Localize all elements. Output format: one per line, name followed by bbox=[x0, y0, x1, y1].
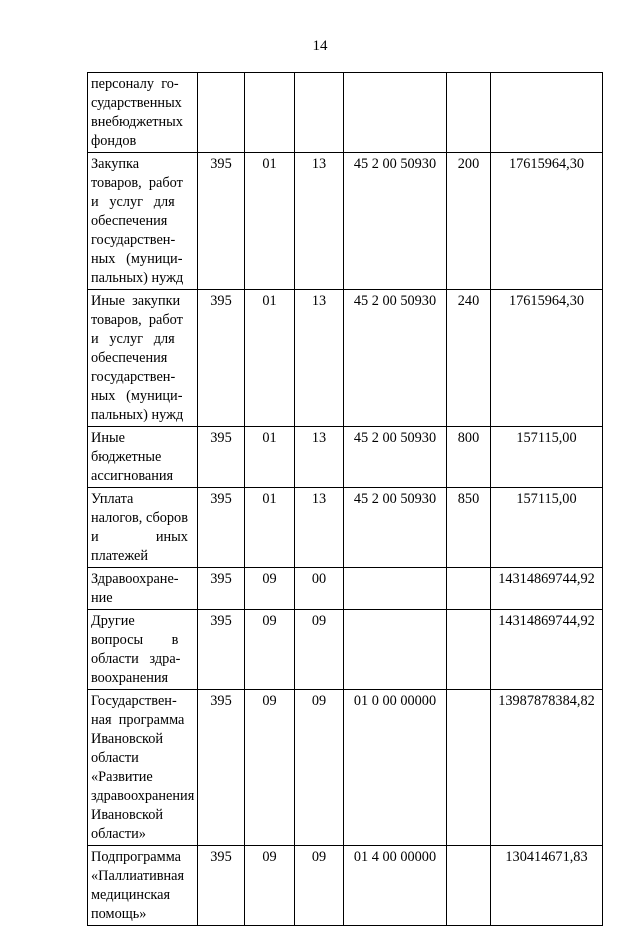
target-article-cell: 45 2 00 50930 bbox=[344, 290, 447, 427]
table-row bbox=[88, 290, 603, 427]
item-name-line: Здравоохране- bbox=[91, 571, 179, 587]
item-name-line: обеспечения bbox=[91, 213, 168, 229]
item-name-line: платежей bbox=[91, 548, 149, 564]
subsection-code-cell: 13 bbox=[295, 427, 344, 488]
item-name-line: сударственных bbox=[91, 95, 182, 111]
expense-type-cell bbox=[447, 610, 491, 690]
item-name-cell bbox=[88, 73, 198, 153]
section-code-cell: 01 bbox=[245, 488, 295, 568]
item-name-line: товаров, работ bbox=[91, 312, 183, 328]
amount-cell: 14314869744,92 bbox=[491, 568, 603, 610]
item-name-line: вопросы в bbox=[91, 632, 179, 648]
subsection-code-cell: 13 bbox=[295, 488, 344, 568]
section-code-cell: 09 bbox=[245, 568, 295, 610]
item-name-line: помощь» bbox=[91, 906, 147, 922]
item-name-line: фондов bbox=[91, 133, 137, 149]
item-name-cell bbox=[88, 290, 198, 427]
amount-cell: 157115,00 bbox=[491, 427, 603, 488]
item-name-line: области» bbox=[91, 826, 146, 842]
target-article-cell: 01 0 00 00000 bbox=[344, 690, 447, 846]
target-article-cell: 45 2 00 50930 bbox=[344, 427, 447, 488]
item-name-line: ных (муници- bbox=[91, 388, 183, 404]
expense-type-cell: 800 bbox=[447, 427, 491, 488]
table-row bbox=[88, 690, 603, 846]
target-article-cell bbox=[344, 610, 447, 690]
ministry-code-cell: 395 bbox=[198, 568, 245, 610]
section-code-cell: 09 bbox=[245, 690, 295, 846]
ministry-code-cell: 395 bbox=[198, 690, 245, 846]
item-name-line: пальных) нужд bbox=[91, 270, 184, 286]
item-name-line: ассигнования bbox=[91, 468, 174, 484]
item-name-line: «Паллиативная bbox=[91, 868, 185, 884]
amount-cell: 13987878384,82 bbox=[491, 690, 603, 846]
expense-type-cell bbox=[447, 846, 491, 926]
item-name-line: «Развитие bbox=[91, 769, 153, 785]
table-row bbox=[88, 846, 603, 926]
item-name-cell bbox=[88, 153, 198, 290]
ministry-code-cell: 395 bbox=[198, 610, 245, 690]
expense-type-cell: 850 bbox=[447, 488, 491, 568]
item-name-line: государствен- bbox=[91, 232, 176, 248]
item-name-line: персоналу го- bbox=[91, 76, 179, 92]
target-article-cell bbox=[344, 568, 447, 610]
item-name-line: внебюджетных bbox=[91, 114, 183, 130]
item-name-line: налогов, сборов bbox=[91, 510, 188, 526]
ministry-code-cell: 395 bbox=[198, 427, 245, 488]
item-name-line: и услуг для bbox=[91, 194, 175, 210]
subsection-code-cell: 13 bbox=[295, 153, 344, 290]
target-article-cell: 01 4 00 00000 bbox=[344, 846, 447, 926]
item-name-line: Подпрограмма bbox=[91, 849, 181, 865]
item-name-line: пальных) нужд bbox=[91, 407, 184, 423]
table-row bbox=[88, 73, 603, 153]
section-code-cell: 01 bbox=[245, 153, 295, 290]
item-name-line: и иных bbox=[91, 529, 188, 545]
item-name-line: Ивановской bbox=[91, 807, 164, 823]
item-name-cell bbox=[88, 488, 198, 568]
item-name-cell bbox=[88, 427, 198, 488]
item-name-line: и услуг для bbox=[91, 331, 175, 347]
item-name-line: области здра- bbox=[91, 651, 181, 667]
ministry-code-cell: 395 bbox=[198, 290, 245, 427]
expense-type-cell bbox=[447, 690, 491, 846]
item-name-line: ных (муници- bbox=[91, 251, 183, 267]
item-name-cell bbox=[88, 568, 198, 610]
item-name-line: медицинская bbox=[91, 887, 171, 903]
amount-cell: 17615964,30 bbox=[491, 290, 603, 427]
table-body bbox=[88, 73, 603, 926]
table-row bbox=[88, 488, 603, 568]
item-name-line: Иные закупки bbox=[91, 293, 181, 309]
target-article-cell: 45 2 00 50930 bbox=[344, 488, 447, 568]
item-name-line: Ивановской bbox=[91, 731, 164, 747]
table-row bbox=[88, 427, 603, 488]
item-name-line: обеспечения bbox=[91, 350, 168, 366]
amount-cell bbox=[491, 73, 603, 153]
subsection-code-cell bbox=[295, 73, 344, 153]
table-row bbox=[88, 610, 603, 690]
item-name-cell bbox=[88, 690, 198, 846]
item-name-line: Иные bbox=[91, 430, 125, 446]
item-name-line: Закупка bbox=[91, 156, 140, 172]
ministry-code-cell bbox=[198, 73, 245, 153]
item-name-cell bbox=[88, 846, 198, 926]
amount-cell: 14314869744,92 bbox=[491, 610, 603, 690]
subsection-code-cell: 09 bbox=[295, 690, 344, 846]
amount-cell: 17615964,30 bbox=[491, 153, 603, 290]
expense-type-cell bbox=[447, 568, 491, 610]
page-number: 14 bbox=[312, 38, 328, 54]
subsection-code-cell: 00 bbox=[295, 568, 344, 610]
item-name-line: ная программа bbox=[91, 712, 185, 728]
expense-type-cell: 200 bbox=[447, 153, 491, 290]
table-row bbox=[88, 568, 603, 610]
subsection-code-cell: 13 bbox=[295, 290, 344, 427]
item-name-line: здравоохранения bbox=[91, 788, 195, 804]
target-article-cell: 45 2 00 50930 bbox=[344, 153, 447, 290]
item-name-line: ние bbox=[91, 590, 113, 606]
subsection-code-cell: 09 bbox=[295, 610, 344, 690]
item-name-line: Другие bbox=[91, 613, 135, 629]
table-row bbox=[88, 153, 603, 290]
section-code-cell: 09 bbox=[245, 846, 295, 926]
budget-table bbox=[87, 72, 603, 926]
ministry-code-cell: 395 bbox=[198, 846, 245, 926]
section-code-cell bbox=[245, 73, 295, 153]
item-name-cell bbox=[88, 610, 198, 690]
subsection-code-cell: 09 bbox=[295, 846, 344, 926]
section-code-cell: 01 bbox=[245, 290, 295, 427]
ministry-code-cell: 395 bbox=[198, 488, 245, 568]
item-name-line: Уплата bbox=[91, 491, 134, 507]
section-code-cell: 09 bbox=[245, 610, 295, 690]
item-name-line: Государствен- bbox=[91, 693, 177, 709]
target-article-cell bbox=[344, 73, 447, 153]
item-name-line: воохранения bbox=[91, 670, 169, 686]
section-code-cell: 01 bbox=[245, 427, 295, 488]
amount-cell: 130414671,83 bbox=[491, 846, 603, 926]
expense-type-cell: 240 bbox=[447, 290, 491, 427]
amount-cell: 157115,00 bbox=[491, 488, 603, 568]
expense-type-cell bbox=[447, 73, 491, 153]
item-name-line: бюджетные bbox=[91, 449, 162, 465]
item-name-line: области bbox=[91, 750, 139, 766]
ministry-code-cell: 395 bbox=[198, 153, 245, 290]
item-name-line: государствен- bbox=[91, 369, 176, 385]
item-name-line: товаров, работ bbox=[91, 175, 183, 191]
